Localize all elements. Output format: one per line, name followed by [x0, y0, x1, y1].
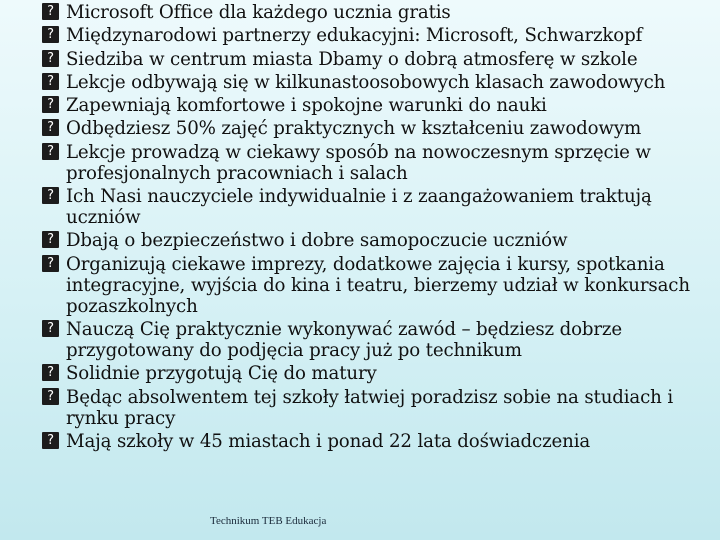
- bullet-text: Ich Nasi nauczyciele indywidualnie i z zaangażowaniem traktują uczniów: [66, 186, 652, 229]
- bullet-item: [44, 387, 712, 429]
- bullet-text: Będąc absolwentem tej szkoły łatwiej poradzisz sobie na studiach i rynku pracy: [66, 386, 674, 429]
- bullet-marker-icon: ?: [42, 231, 59, 248]
- bullet-item: [44, 95, 712, 116]
- bullet-item: [44, 118, 712, 139]
- bullet-item: [44, 49, 712, 70]
- bullet-marker-icon: ?: [42, 432, 59, 449]
- bullet-item: [44, 319, 712, 361]
- bullet-marker-icon: ?: [42, 50, 59, 67]
- bullet-marker-icon: ?: [42, 143, 59, 160]
- bullet-marker-icon: ?: [42, 3, 59, 20]
- bullet-text: Solidnie przygotują Cię do matury: [66, 363, 377, 385]
- bullet-text: Lekcje odbywają się w kilkunastoosobowych klasach zawodowych: [66, 71, 666, 93]
- bullet-item: [44, 72, 712, 93]
- bullet-text: Międzynarodowi partnerzy edukacyjni: Microsoft, Schwarzkopf: [66, 25, 643, 47]
- bullet-list: [44, 2, 712, 454]
- bullet-marker-icon: ?: [42, 320, 59, 337]
- bullet-item: [44, 142, 712, 184]
- bullet-item: [44, 254, 712, 317]
- bullet-text: Dbają o bezpieczeństwo i dobre samopoczucie uczniów: [66, 230, 568, 252]
- bullet-item: [44, 363, 712, 384]
- bullet-item: [44, 25, 712, 46]
- bullet-text: Odbędziesz 50% zajęć praktycznych w kształceniu zawodowym: [66, 118, 642, 140]
- bullet-text: Organizują ciekawe imprezy, dodatkowe zajęcia i kursy, spotkania integracyjne, wyjścia do kina i teatru, bierzemy udział w konkursach pozaszkolnych: [66, 253, 690, 317]
- bullet-text: Zapewniają komfortowe i spokojne warunki do nauki: [66, 95, 547, 117]
- bullet-marker-icon: ?: [42, 364, 59, 381]
- bullet-text: Siedziba w centrum miasta Dbamy o dobrą atmosferę w szkole: [66, 48, 638, 70]
- bullet-marker-icon: ?: [42, 73, 59, 90]
- bullet-text: Microsoft Office dla każdego ucznia gratis: [66, 2, 451, 23]
- slide-footer: Technikum TEB Edukacja: [210, 515, 327, 527]
- bullet-marker-icon: ?: [42, 388, 59, 405]
- bullet-marker-icon: ?: [42, 96, 59, 113]
- bullet-text: Mają szkoły w 45 miastach i ponad 22 lata doświadczenia: [66, 430, 591, 452]
- bullet-marker-icon: ?: [42, 119, 59, 136]
- bullet-item: [44, 186, 712, 228]
- bullet-item: [44, 2, 712, 23]
- bullet-item: [44, 431, 712, 452]
- bullet-text: Nauczą Cię praktycznie wykonywać zawód – będziesz dobrze przygotowany do podjęcia pracy już po technikum: [66, 318, 622, 361]
- bullet-marker-icon: ?: [42, 187, 59, 204]
- bullet-marker-icon: ?: [42, 255, 59, 272]
- bullet-marker-icon: ?: [42, 26, 59, 43]
- bullet-text: Lekcje prowadzą w ciekawy sposób na nowoczesnym sprzęcie w profesjonalnych pracowniach i salach: [66, 141, 651, 184]
- bullet-item: [44, 230, 712, 251]
